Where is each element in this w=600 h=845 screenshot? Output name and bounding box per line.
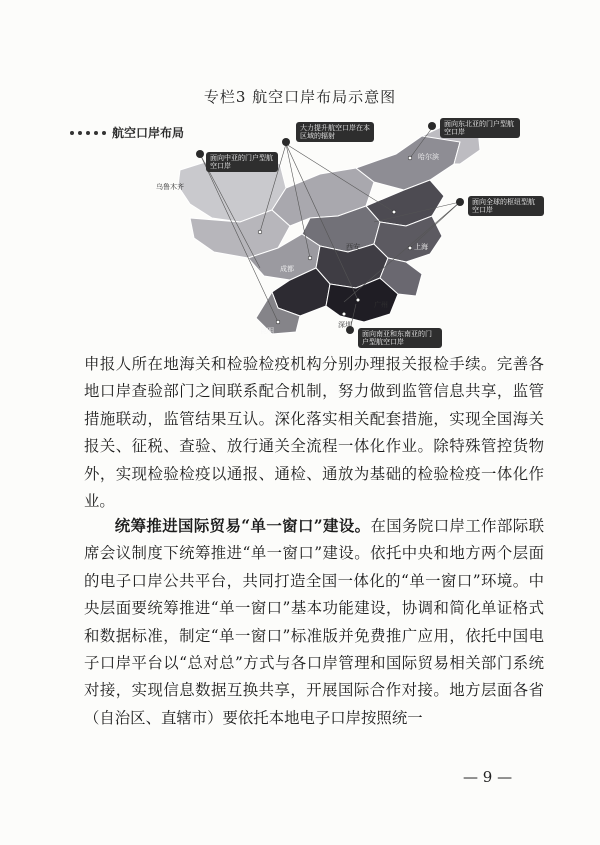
- paragraph-2-rest: 在国务院口岸工作部际联席会议制度下统筹推进“单一窗口”建设。依托中央和地方两个层面的电子口岸公共平台，共同打造全国一体化的“单一窗口”环境。中央层面要统筹推进“单一窗口”基本功能建设，协调和简化单证格式和数据标准，制定“单一窗口”标准版并免费推广应用，依托中国电子口岸平台以“总对总”方式与各口岸管理和国际贸易相关部门系统对接，实现信息数据互换共享，开展国际合作对接。地方层面各省（自治区、直辖市）要依托本地电子口岸按照统一: [84, 517, 544, 727]
- city-xian: 西安: [346, 243, 360, 251]
- callout-north: 大力提升航空口岸在本区域的辐射: [296, 122, 374, 142]
- city-guangzhou: 广州: [374, 301, 388, 309]
- bullet-dots-icon: [70, 131, 106, 135]
- city-urumqi: 乌鲁木齐: [156, 183, 184, 191]
- city-shenzhen: 深圳: [338, 321, 352, 329]
- paragraph-2: [84, 513, 544, 732]
- box-title: 专栏3 航空口岸布局示意图: [203, 88, 397, 106]
- callout-east: 面向全球的枢纽型航空口岸: [468, 196, 544, 216]
- city-chengdu: 成都: [280, 265, 294, 273]
- layout-label-text: 航空口岸布局: [112, 126, 185, 140]
- paragraph-2-lead: 统筹推进国际贸易“单一窗口”建设。: [114, 517, 371, 535]
- callout-south: 面向南亚和东南亚的门户型航空口岸: [358, 328, 442, 348]
- airport-layout-map: [156, 118, 540, 346]
- city-kunming: 昆明: [260, 327, 274, 335]
- city-harbin: 哈尔滨: [418, 153, 439, 161]
- page-number: — 9 —: [463, 768, 513, 786]
- city-shanghai: 上海: [414, 243, 428, 251]
- paragraph-1: 申报人所在地海关和检验检疫机构分别办理报关报检手续。完善各地口岸查验部门之间联系配合机制，努力做到监管信息共享，监管措施联动，监管结果互认。深化落实相关配套措施，实现全国海关报关、征税、查验、放行通关全流程一体化作业。除特殊管控货物外，实现检验检疫以通报、通检、通放为基础的检验检疫一体化作业。: [84, 355, 544, 511]
- callout-northeast: 面向东北亚的门户型航空口岸: [440, 118, 520, 138]
- callout-west: 面向中亚的门户型航空口岸: [206, 152, 278, 172]
